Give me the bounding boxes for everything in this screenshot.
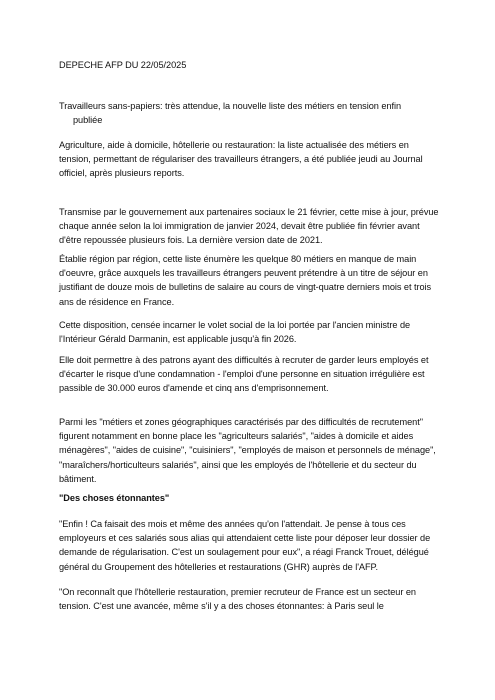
paragraph-6: "Enfin ! Ca faisait des mois et même des années qu'on l'attendait. Je pense à tous ces employeurs et ces salariés sous alias qui attendaient cette liste pour déposer leur dossier de demande de régularisation. C'est un soulagement pour eux", a réagi Franck Trouet, délégué général du Groupement des hôtelleries et restaurations (GHR) auprès de l'AFP. [59, 519, 431, 572]
paragraph-2: Établie région par région, cette liste énumère les quelque 80 métiers en manque de main d'oeuvre, grâce auxquels les travailleurs étrangers peuvent prétendre à un titre de séjour en justifiant de douze mois de bulletins de salaire au cours de vingt-quatre derniers mois et trois ans de résidence en France. [59, 254, 432, 307]
section-subheading: "Des choses étonnantes" [59, 493, 170, 503]
article-lead: Agriculture, aide à domicile, hôtellerie ou restauration: la liste actualisée des métiers en tension, permettant de régulariser des travailleurs étrangers, a été publiée jeudi au Journal officiel, après plusieurs reports. [59, 140, 423, 179]
article-title-line-1: Travailleurs sans-papiers: très attendue, la nouvelle liste des métiers en tension enfin [59, 101, 402, 111]
dispatch-header: DEPECHE AFP DU 22/05/2025 [59, 60, 187, 70]
paragraph-4: Elle doit permettre à des patrons ayant des difficultés à recruter de garder leurs employés et d'écarter le risque d'une condamnation - l'emploi d'une personne en situation irrégulière est passible de 30.000 euros d'amende et cinq ans d'emprisonnement. [59, 355, 429, 394]
paragraph-1: Transmise par le gouvernement aux partenaires sociaux le 21 février, cette mise à jour, prévue chaque année selon la loi immigration de janvier 2024, devait être publiée fin février avant d'être repoussée plusieurs fois. La dernière version date de 2021. [59, 207, 439, 246]
paragraph-5: Parmi les "métiers et zones géographiques caractérisés par des difficultés de recrutement" figurent notamment en bonne place les "agriculteurs salariés", "aides à domicile et aides ménagères", "aides de cuisine", "cuisiniers", "employés de maison et personnels de ménage", "maraîchers/horticulteurs salariés", ainsi que les employés de l'hôtellerie et du secteur du bâtiment. [59, 417, 436, 484]
article-title-line-2: publiée [73, 115, 103, 125]
paragraph-7: "On reconnaît que l'hôtellerie restauration, premier recruteur de France est un secteur en tension. C'est une avancée, même s'il y a des choses étonnantes: à Paris seul le [59, 587, 416, 612]
paragraph-3: Cette disposition, censée incarner le volet social de la loi portée par l'ancien ministre de l'Intérieur Gérald Darmanin, est applicable jusqu'à fin 2026. [59, 320, 411, 345]
